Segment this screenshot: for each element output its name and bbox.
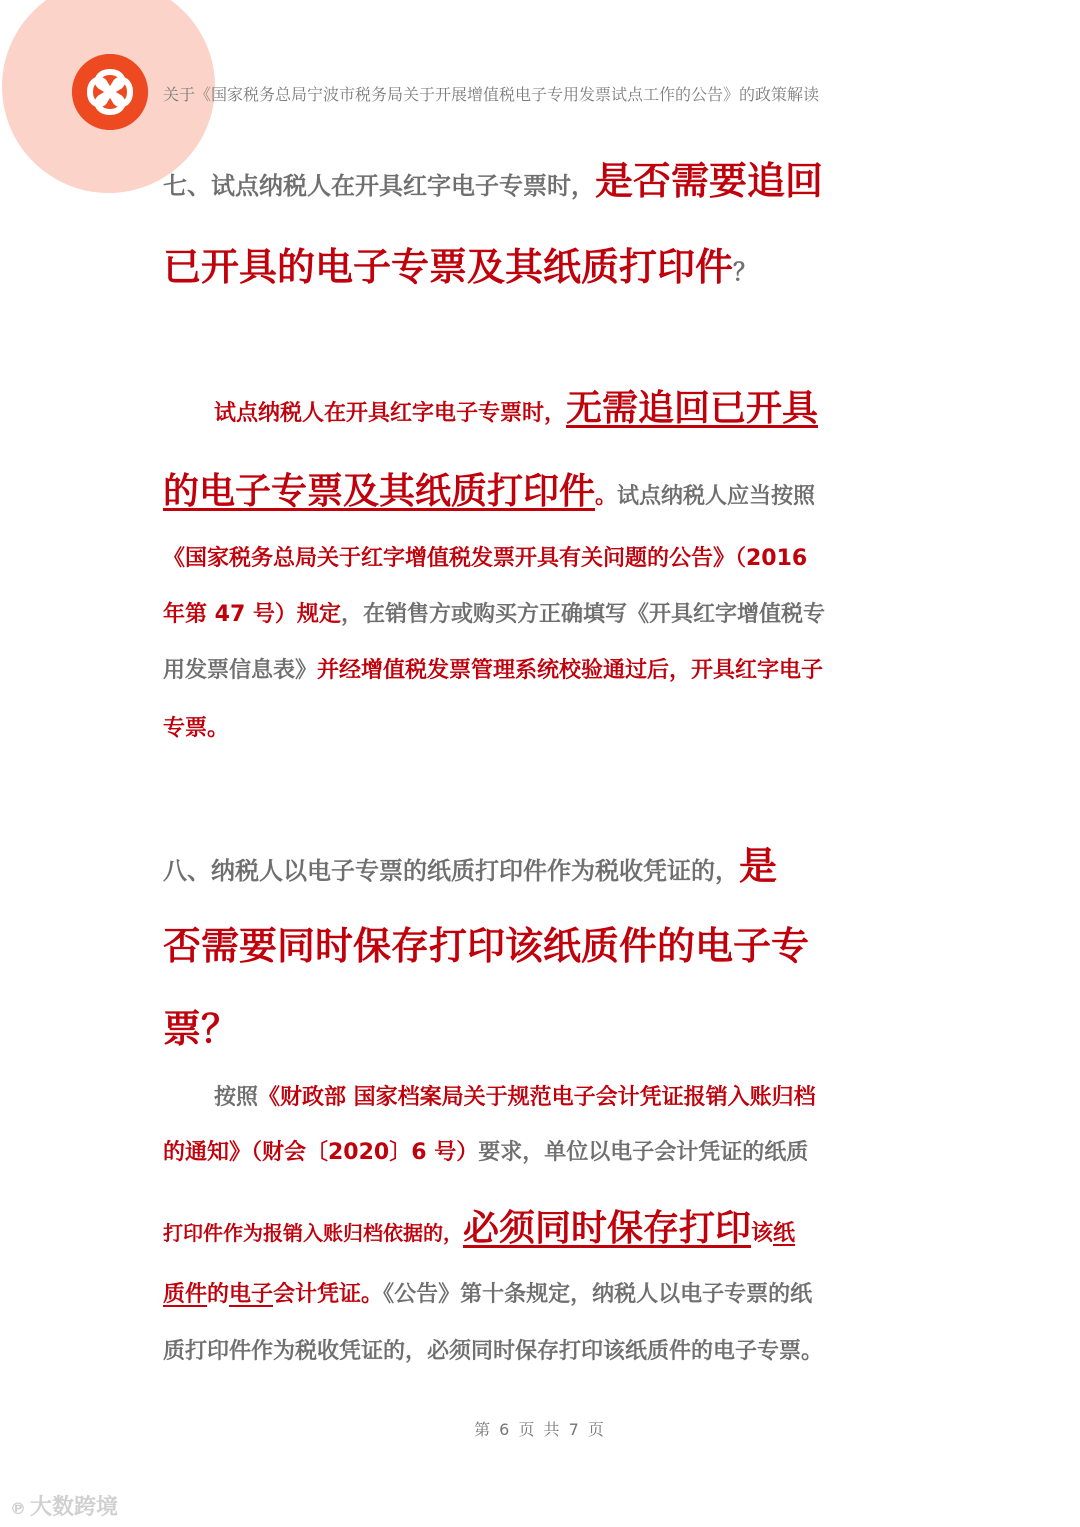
section7-answer-key-1: 无需追回已开具 bbox=[566, 388, 819, 429]
section7-question-line1 bbox=[163, 150, 823, 205]
watermark-icon: ℗ bbox=[10, 1499, 26, 1518]
section7-answer-line6: 专票。 bbox=[163, 716, 230, 741]
section8-answer-underlined-1: 质件 bbox=[163, 1282, 208, 1307]
section8-question-line1 bbox=[163, 835, 777, 890]
section8-question-line2: 否需要同时保存打印该纸质件的电子专 bbox=[163, 924, 810, 968]
section7-question-line2 bbox=[163, 236, 757, 291]
section7-answer-text: ，在销售方或购买方正确填写《开具红字增值税专 bbox=[340, 602, 825, 627]
section8-answer-ref-2: 的通知》（财会〔2020〕6 号） bbox=[163, 1140, 479, 1165]
section8-answer-lead: 按照 bbox=[214, 1085, 259, 1110]
watermark-text: 大数跨境 bbox=[30, 1495, 119, 1520]
section8-answer-ref-1: 《财政部 国家档案局关于规范电子会计凭证报销入账归档 bbox=[258, 1085, 816, 1110]
page-number: 第 6 页 共 7 页 bbox=[474, 1420, 606, 1439]
section7-answer-key-2: 的电子专票及其纸质打印件 bbox=[163, 471, 596, 512]
section8-answer-line5: 质打印件作为税收凭证的，必须同时保存打印该纸质件的电子专票。 bbox=[163, 1339, 824, 1364]
section8-answer-requirement: 要求，单位以电子会计凭证的纸质 bbox=[478, 1140, 809, 1165]
section8-answer-key-tail-2: 纸 bbox=[773, 1221, 796, 1246]
section7-question-mark: ？ bbox=[733, 258, 758, 286]
section7-question-prefix: 七、试点纳税人在开具红字电子专票时， bbox=[163, 172, 595, 200]
section8-answer-line1 bbox=[214, 1080, 816, 1111]
document-header-title: 关于《国家税务总局宁波市税务局关于开展增值税电子专用发票试点工作的公告》的政策解读 bbox=[163, 85, 820, 104]
section8-answer-key-tail-1: 该 bbox=[751, 1221, 774, 1246]
section8-answer-line2 bbox=[163, 1135, 808, 1166]
section8-question-prefix: 八、纳税人以电子专票的纸质打印件作为税收凭证的， bbox=[163, 857, 739, 885]
section7-answer-intro: 试点纳税人在开具红字电子专票时， bbox=[214, 401, 567, 426]
section8-answer-red-2: 会计凭证。 bbox=[273, 1282, 384, 1307]
section7-answer-ref: 年第 47 号）规定 bbox=[163, 602, 341, 627]
section7-question-emphasis-1: 是否需要追回 bbox=[595, 159, 824, 203]
section8-question-line3: 票？ bbox=[163, 1007, 240, 1051]
section8-answer-key: 必须同时保存打印 bbox=[463, 1208, 752, 1249]
logo-icon bbox=[72, 54, 148, 130]
section7-answer-line4 bbox=[163, 597, 825, 628]
section8-answer-line4 bbox=[163, 1277, 812, 1308]
section7-answer-line1 bbox=[214, 380, 818, 431]
section8-answer-red-1: 的 bbox=[207, 1282, 230, 1307]
section8-answer-underlined-2: 电子 bbox=[229, 1282, 274, 1307]
section8-answer-basis: 打印件作为报销入账归档依据的， bbox=[163, 1221, 463, 1245]
section8-question-emphasis-1: 是 bbox=[739, 844, 778, 888]
section7-answer-period: 。 bbox=[595, 484, 618, 509]
watermark bbox=[10, 1490, 118, 1521]
section7-answer-form: 用发票信息表》 bbox=[163, 658, 318, 683]
section7-answer-line5 bbox=[163, 653, 823, 684]
section8-answer-line3 bbox=[163, 1200, 795, 1251]
section7-answer-line3: 《国家税务总局关于红字增值税发票开具有关问题的公告》（2016 bbox=[163, 546, 808, 571]
section8-answer-rule: 《公告》第十条规定，纳税人以电子专票的纸 bbox=[383, 1282, 813, 1307]
section7-answer-process: 并经增值税发票管理系统校验通过后，开具红字电子 bbox=[317, 658, 824, 683]
section7-answer-line2 bbox=[163, 463, 815, 514]
section7-question-emphasis-2: 已开具的电子专票及其纸质打印件 bbox=[163, 245, 734, 289]
section7-answer-tail: 试点纳税人应当按照 bbox=[617, 484, 816, 509]
